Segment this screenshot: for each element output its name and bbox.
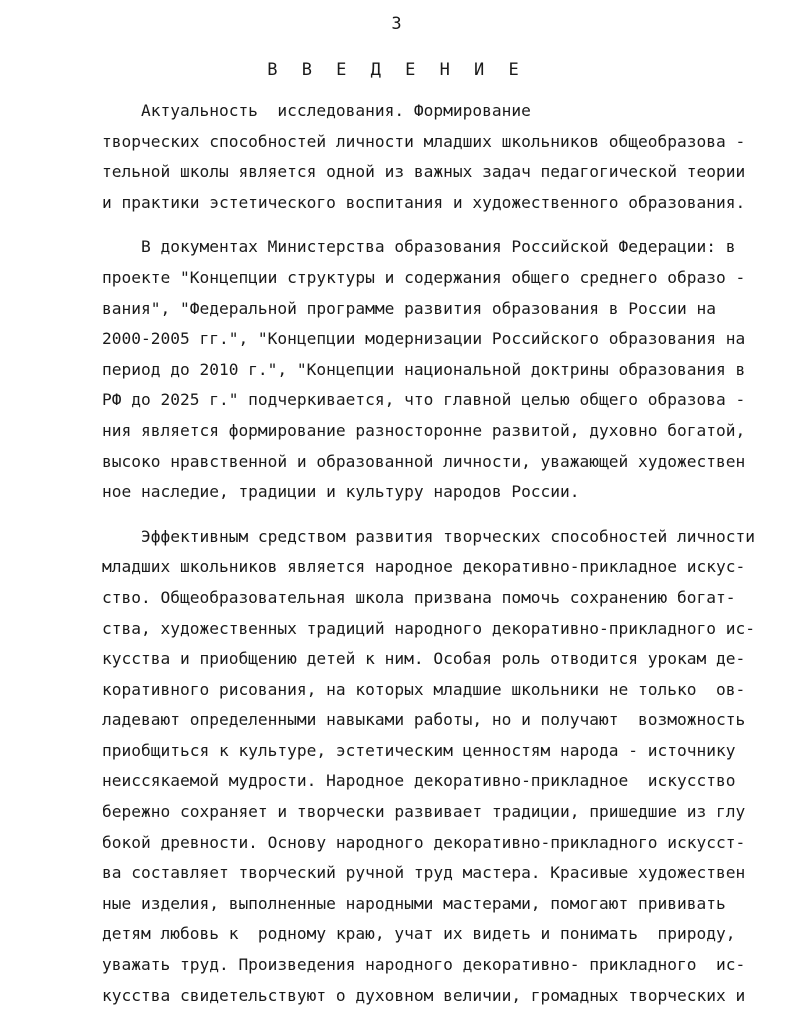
paragraph-folk-art bbox=[102, 522, 772, 1012]
text-line: тельной школы является одной из важных задач педагогической теории bbox=[102, 162, 746, 182]
text-line: В документах Министерства образования Российской Федерации: в bbox=[102, 237, 736, 257]
text-line: бокой древности. Основу народного декоративно-прикладного искусст- bbox=[102, 832, 746, 852]
text-line: и практики эстетического воспитания и художественного образования. bbox=[102, 192, 746, 212]
text-line: ладевают определенными навыками работы, но и получают возможность bbox=[102, 710, 746, 730]
text-line: ства, художественных традиций народного декоративно-прикладного ис- bbox=[102, 618, 755, 638]
text-line: Актуальность исследования. Формирование bbox=[102, 101, 531, 120]
paragraph-relevance bbox=[102, 96, 772, 218]
text-line: младших школьников является народное декоративно-прикладное искус- bbox=[102, 557, 746, 577]
body-text bbox=[102, 96, 772, 1011]
text-line: РФ до 2025 г." подчеркивается, что главной целью общего образова - bbox=[102, 390, 746, 410]
text-line: кусства и приобщению детей к ним. Особая роль отводится урокам де- bbox=[102, 649, 746, 669]
text-line: период до 2010 г.", "Концепции национальной доктрины образования в bbox=[102, 359, 746, 379]
text-line: уважать труд. Произведения народного декоративно- прикладного ис- bbox=[102, 955, 746, 975]
text-line: Эффективным средством развития творческих способностей личности bbox=[102, 526, 755, 546]
paragraph-ministry-documents bbox=[102, 232, 772, 507]
text-line: ное наследие, традиции и культуру народов России. bbox=[102, 482, 580, 502]
text-line: ния является формирование разносторонне развитой, духовно богатой, bbox=[102, 420, 746, 440]
text-line: ва составляет творческий ручной труд мастера. Красивые художествен bbox=[102, 863, 746, 883]
text-line: творческих способностей личности младших школьников общеобразова - bbox=[102, 131, 746, 151]
text-line: высоко нравственной и образованной личности, уважающей художествен bbox=[102, 451, 746, 471]
text-line: ство. Общеобразовательная школа призвана помочь сохранению богат- bbox=[102, 587, 736, 607]
text-line: 2000-2005 гг.", "Концепции модернизации Российского образования на bbox=[102, 329, 746, 349]
text-line: бережно сохраняет и творчески развивает традиции, пришедшие из глу bbox=[102, 802, 746, 822]
section-heading: В В Е Д Е Н И Е bbox=[267, 60, 526, 80]
text-line: неиссякаемой мудрости. Народное декоративно-прикладное искусство bbox=[102, 771, 736, 791]
text-line: приобщиться к культуре, эстетическим ценностям народа - источнику bbox=[102, 740, 736, 760]
text-line: проекте "Концепции структуры и содержания общего среднего образо - bbox=[102, 267, 746, 287]
page-number: 3 bbox=[391, 14, 402, 34]
text-line: коративного рисования, на которых младшие школьники не только ов- bbox=[102, 679, 746, 699]
text-line: вания", "Федеральной программе развития образования в России на bbox=[102, 298, 716, 318]
text-line: кусства свидетельствуют о духовном величии, громадных творческих и bbox=[102, 985, 746, 1005]
text-line: ные изделия, выполненные народными мастерами, помогают прививать bbox=[102, 893, 726, 913]
text-line: детям любовь к родному краю, учат их видеть и понимать природу, bbox=[102, 924, 736, 944]
